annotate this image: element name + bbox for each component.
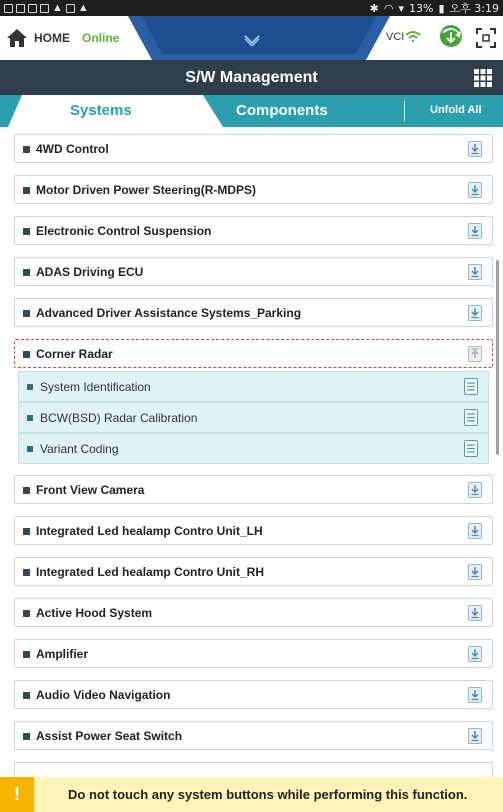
bullet-icon	[23, 146, 30, 153]
download-icon[interactable]	[468, 141, 482, 157]
system-label: Amplifier	[36, 647, 89, 661]
unfold-all-button[interactable]: Unfold All	[430, 104, 482, 116]
notification-icon	[4, 4, 13, 13]
system-row[interactable]	[14, 639, 493, 668]
download-icon[interactable]	[468, 605, 482, 621]
system-row[interactable]	[14, 298, 493, 327]
notification-icon	[40, 4, 49, 13]
document-icon[interactable]	[464, 409, 478, 426]
title-bar	[0, 60, 503, 95]
list-scrollbar[interactable]	[496, 260, 499, 455]
notification-icon	[28, 4, 37, 13]
document-icon[interactable]	[464, 378, 478, 395]
fullscreen-icon[interactable]	[475, 27, 497, 49]
notification-icon	[16, 4, 25, 13]
download-icon[interactable]	[468, 646, 482, 662]
download-icon[interactable]	[468, 223, 482, 239]
bullet-icon	[23, 269, 30, 276]
system-label: Motor Driven Power Steering(R-MDPS)	[36, 183, 257, 197]
sub-function-row[interactable]	[18, 402, 489, 433]
status-right	[370, 0, 499, 16]
online-status: Online	[82, 31, 120, 45]
notification-icon	[66, 4, 75, 13]
battery-level: 13%	[409, 1, 434, 15]
bullet-icon	[23, 187, 30, 194]
system-label: Advanced Driver Assistance Systems_Parking	[36, 306, 302, 320]
bullet-icon	[27, 446, 33, 452]
system-label: 4WD Control	[36, 142, 109, 156]
tab-bar	[0, 95, 503, 127]
vci-wifi-icon	[405, 30, 421, 42]
bullet-icon	[23, 610, 30, 617]
home-icon[interactable]	[6, 27, 28, 49]
sub-function-row[interactable]	[18, 433, 489, 464]
top-bar	[0, 16, 503, 60]
clock: 오후 3:19	[449, 2, 499, 15]
download-icon[interactable]	[468, 482, 482, 498]
warning-text: Do not touch any system buttons while performing this function.	[68, 787, 468, 802]
system-row[interactable]	[14, 216, 493, 245]
system-label: Assist Power Seat Switch	[36, 729, 183, 743]
system-label: Integrated Led healamp Contro Unit_RH	[36, 565, 265, 579]
warning-bar	[0, 777, 503, 812]
tab-divider	[404, 101, 405, 121]
system-row[interactable]	[14, 475, 493, 504]
system-label: Active Hood System	[36, 606, 153, 620]
sub-function-label: BCW(BSD) Radar Calibration	[40, 411, 198, 425]
collapse-icon[interactable]	[468, 346, 482, 362]
download-icon[interactable]	[468, 305, 482, 321]
sub-function-label: Variant Coding	[40, 442, 119, 456]
bullet-icon	[23, 651, 30, 658]
download-icon[interactable]	[468, 687, 482, 703]
bullet-icon	[23, 228, 30, 235]
warning-icon: !	[0, 777, 34, 812]
download-icon[interactable]	[468, 728, 482, 744]
download-icon[interactable]	[468, 264, 482, 280]
signal-icon: ▾	[398, 1, 405, 15]
battery-icon: ▮	[438, 1, 445, 15]
status-bar	[0, 0, 503, 16]
vci-label: VCI	[386, 31, 405, 43]
system-row[interactable]	[14, 680, 493, 709]
system-label: Front View Camera	[36, 483, 145, 497]
systems-list	[0, 127, 503, 777]
system-label: Integrated Led healamp Contro Unit_LH	[36, 524, 263, 538]
download-icon[interactable]	[468, 564, 482, 580]
system-row-partial[interactable]	[14, 762, 493, 777]
sub-function-label: System Identification	[40, 380, 151, 394]
wifi-status-icon: ◠	[383, 1, 394, 15]
bullet-icon	[23, 733, 30, 740]
update-icon[interactable]	[438, 23, 464, 49]
warning-small-icon: ▲	[77, 2, 89, 14]
notification-icons	[4, 2, 89, 14]
bullet-icon	[27, 415, 33, 421]
bullet-icon	[27, 384, 33, 390]
grid-menu-icon[interactable]	[473, 68, 493, 88]
tab-components[interactable]: Components	[236, 102, 328, 119]
bullet-icon	[23, 569, 30, 576]
system-label: Audio Video Navigation	[36, 688, 171, 702]
warning-small-icon: ▲	[52, 2, 63, 14]
system-row[interactable]	[14, 134, 493, 163]
download-icon[interactable]	[468, 523, 482, 539]
sub-function-row[interactable]	[18, 371, 489, 402]
system-row[interactable]	[14, 598, 493, 627]
system-row[interactable]	[14, 516, 493, 545]
system-row[interactable]	[14, 557, 493, 586]
system-label: Corner Radar	[36, 347, 113, 361]
page-title: S/W Management	[185, 68, 318, 86]
system-row[interactable]	[14, 721, 493, 750]
bullet-icon	[23, 351, 30, 358]
system-row-selected[interactable]	[14, 339, 493, 368]
chevron-down-icon[interactable]	[243, 34, 261, 46]
system-label: ADAS Driving ECU	[36, 265, 144, 279]
bullet-icon	[23, 487, 30, 494]
bullet-icon	[23, 692, 30, 699]
bullet-icon	[23, 528, 30, 535]
system-row[interactable]	[14, 257, 493, 286]
tab-systems-label[interactable]: Systems	[70, 102, 132, 119]
home-label[interactable]: HOME	[34, 31, 70, 45]
system-label: Electronic Control Suspension	[36, 224, 212, 238]
bullet-icon	[23, 310, 30, 317]
download-icon[interactable]	[468, 182, 482, 198]
document-icon[interactable]	[464, 440, 478, 457]
bluetooth-icon: ✱	[369, 1, 379, 15]
system-row[interactable]	[14, 175, 493, 204]
